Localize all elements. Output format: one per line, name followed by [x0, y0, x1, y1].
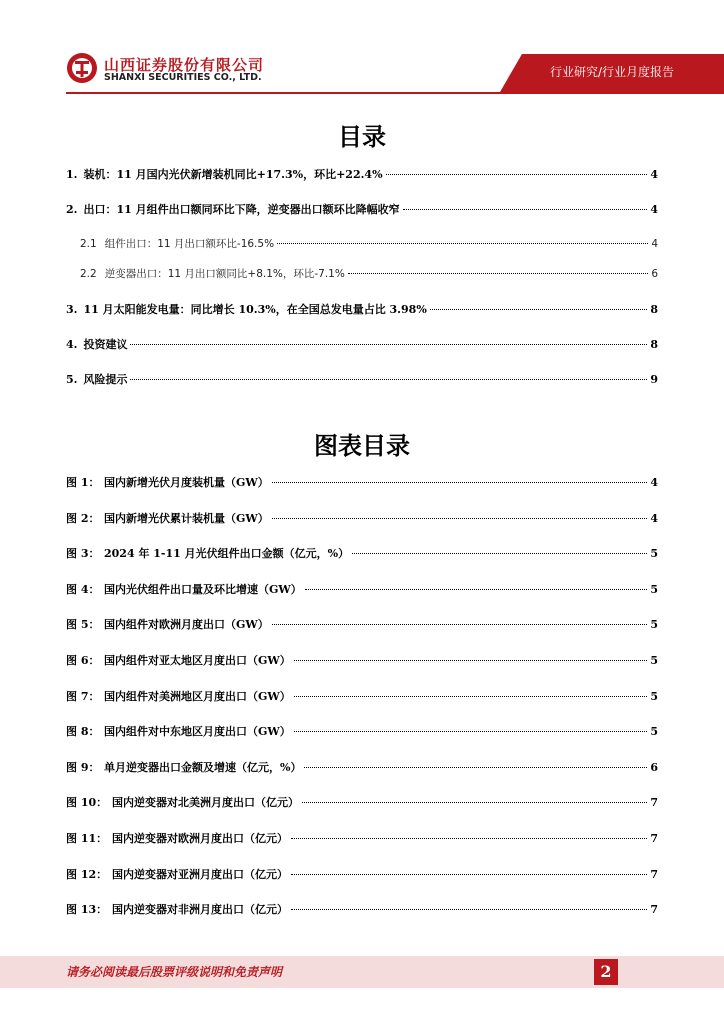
- company-name-en: SHANXI SECURITIES CO., LTD.: [104, 72, 262, 83]
- figure-entry-text: 国内组件对中东地区月度出口（GW）: [104, 725, 291, 739]
- dot-leader: [294, 695, 648, 697]
- figure-entry[interactable]: [66, 545, 658, 561]
- report-type-label: 行业研究/行业月度报告: [549, 65, 674, 79]
- figure-entry[interactable]: [66, 510, 658, 526]
- toc-entry-page: 6: [651, 268, 658, 280]
- figure-entry-page: 6: [650, 760, 658, 774]
- toc-entry-number: 3.: [66, 303, 78, 316]
- figure-entry-number: 图 3：: [66, 547, 100, 561]
- toc-entry[interactable]: [66, 371, 658, 387]
- figure-entry-page: 4: [650, 476, 658, 489]
- toc-entry[interactable]: [66, 201, 658, 217]
- toc-entry-number: 5.: [66, 373, 78, 386]
- toc-title: 目录: [338, 123, 386, 151]
- dot-leader: [403, 208, 648, 210]
- figure-entry-number: 图 12：: [66, 867, 108, 881]
- figure-entry-number: 图 10：: [66, 796, 108, 810]
- figure-entry[interactable]: [66, 759, 658, 775]
- figure-entry[interactable]: [66, 830, 658, 846]
- dot-leader: [348, 272, 648, 274]
- figure-entry-text: 国内逆变器对非洲月度出口（亿元）: [112, 903, 288, 917]
- dot-leader: [291, 908, 647, 910]
- header-divider: [66, 92, 724, 94]
- figure-entry-text: 国内组件对欧洲月度出口（GW）: [104, 618, 269, 632]
- figure-entry-number: 图 8：: [66, 725, 100, 739]
- shanxi-securities-logo-icon: [66, 52, 98, 84]
- toc-entry-text: 出口：11 月组件出口额同环比下降，逆变器出口额环比降幅收窄: [83, 203, 400, 216]
- dot-leader: [130, 378, 647, 380]
- page-header: [0, 0, 724, 100]
- figure-entry-page: 5: [650, 654, 658, 667]
- figure-entry-page: 5: [650, 725, 658, 739]
- figure-entry-page: 5: [650, 582, 658, 596]
- toc-entry-text: 风险提示: [83, 373, 128, 386]
- figure-entry-page: 7: [650, 867, 658, 881]
- figure-list-title: 图表目录: [314, 432, 410, 460]
- toc-entry[interactable]: [80, 236, 658, 252]
- figure-entry[interactable]: [66, 901, 658, 917]
- toc-entry-number: 2.1: [80, 238, 97, 250]
- dot-leader: [272, 623, 648, 625]
- dot-leader: [352, 552, 647, 554]
- dot-leader: [291, 873, 647, 875]
- figure-entry-number: 图 13：: [66, 903, 108, 917]
- toc-entry-number: 1.: [66, 168, 78, 181]
- dot-leader: [430, 308, 648, 310]
- figure-entry-text: 国内新增光伏累计装机量（GW）: [104, 511, 269, 525]
- figure-entry-text: 国内新增光伏月度装机量（GW）: [104, 476, 269, 489]
- figure-entry-text: 国内逆变器对亚洲月度出口（亿元）: [112, 867, 288, 881]
- figure-entry-page: 5: [650, 547, 658, 561]
- figure-entry-text: 国内光伏组件出口量及环比增速（GW）: [104, 582, 302, 596]
- figure-entry-page: 7: [650, 903, 658, 917]
- figure-entry[interactable]: [66, 616, 658, 632]
- toc-entry-number: 2.: [66, 203, 78, 216]
- toc-entry[interactable]: [66, 166, 658, 182]
- figure-entry-number: 图 6：: [66, 654, 100, 667]
- company-name-cn: 山西证券股份有限公司: [104, 56, 265, 74]
- figure-entry-text: 国内组件对美洲地区月度出口（GW）: [104, 689, 291, 703]
- figure-entry-page: 5: [650, 618, 658, 632]
- figure-entry-number: 图 7：: [66, 689, 100, 703]
- figure-entry-page: 4: [650, 511, 658, 525]
- figure-entry-number: 图 1：: [66, 476, 100, 489]
- footer-disclaimer[interactable]: 请务必阅读最后股票评级说明和免责声明: [66, 965, 283, 979]
- figure-entry[interactable]: [66, 723, 658, 739]
- toc-entry-page: 4: [650, 168, 658, 181]
- toc-entry-text: 装机：11 月国内光伏新增装机同比+17.3%，环比+22.4%: [83, 168, 383, 181]
- toc-entry-text: 投资建议: [83, 338, 128, 351]
- toc-entry-text: 组件出口：11 月出口额环比-16.5%: [104, 238, 275, 250]
- toc-entry-page: 9: [650, 373, 658, 386]
- toc-entry[interactable]: [66, 336, 658, 352]
- dot-leader: [291, 837, 647, 839]
- dot-leader: [294, 730, 648, 732]
- toc-entry-page: 8: [650, 303, 658, 316]
- dot-leader: [386, 173, 648, 175]
- toc-entry[interactable]: [66, 301, 658, 317]
- toc-entry-text: 逆变器出口：11 月出口额同比+8.1%，环比-7.1%: [104, 268, 345, 280]
- figure-entry-text: 国内逆变器对欧洲月度出口（亿元）: [112, 832, 288, 845]
- figure-entry-number: 图 5：: [66, 618, 100, 632]
- toc-entry-page: 4: [651, 238, 658, 250]
- dot-leader: [294, 659, 648, 661]
- dot-leader: [305, 588, 648, 590]
- figure-entry[interactable]: [66, 581, 658, 597]
- toc-entry-text: 11 月太阳能发电量：同比增长 10.3%，在全国总发电量占比 3.98%: [83, 303, 427, 316]
- figure-entry-text: 国内逆变器对北美洲月度出口（亿元）: [112, 796, 299, 810]
- toc-entry[interactable]: [80, 266, 658, 282]
- figure-entry[interactable]: [66, 688, 658, 704]
- toc-entry-page: 4: [650, 203, 658, 216]
- figure-entry-text: 国内组件对亚太地区月度出口（GW）: [104, 654, 291, 667]
- figure-entry-number: 图 11：: [66, 832, 108, 845]
- dot-leader: [272, 481, 648, 483]
- dot-leader: [277, 242, 648, 244]
- figure-entry-number: 图 2：: [66, 511, 100, 525]
- figure-entry-number: 图 4：: [66, 582, 100, 596]
- figure-entry[interactable]: [66, 474, 658, 490]
- dot-leader: [302, 801, 647, 803]
- dot-leader: [304, 766, 647, 768]
- dot-leader: [130, 343, 647, 345]
- figure-entry[interactable]: [66, 652, 658, 668]
- figure-entry-text: 2024 年 1-11 月光伏组件出口金额（亿元，%）: [104, 547, 350, 561]
- toc-entry-number: 2.2: [80, 268, 97, 280]
- figure-entry-page: 7: [650, 796, 658, 810]
- figure-entry-page: 7: [650, 832, 658, 845]
- figure-entry[interactable]: [66, 866, 658, 882]
- toc-entry-number: 4.: [66, 338, 78, 351]
- figure-entry[interactable]: [66, 794, 658, 810]
- toc-entry-page: 8: [650, 338, 658, 351]
- dot-leader: [272, 517, 648, 519]
- figure-entry-text: 单月逆变器出口金额及增速（亿元，%）: [104, 760, 302, 774]
- figure-entry-page: 5: [650, 689, 658, 703]
- figure-entry-number: 图 9：: [66, 760, 100, 774]
- page-number: 2: [594, 959, 618, 985]
